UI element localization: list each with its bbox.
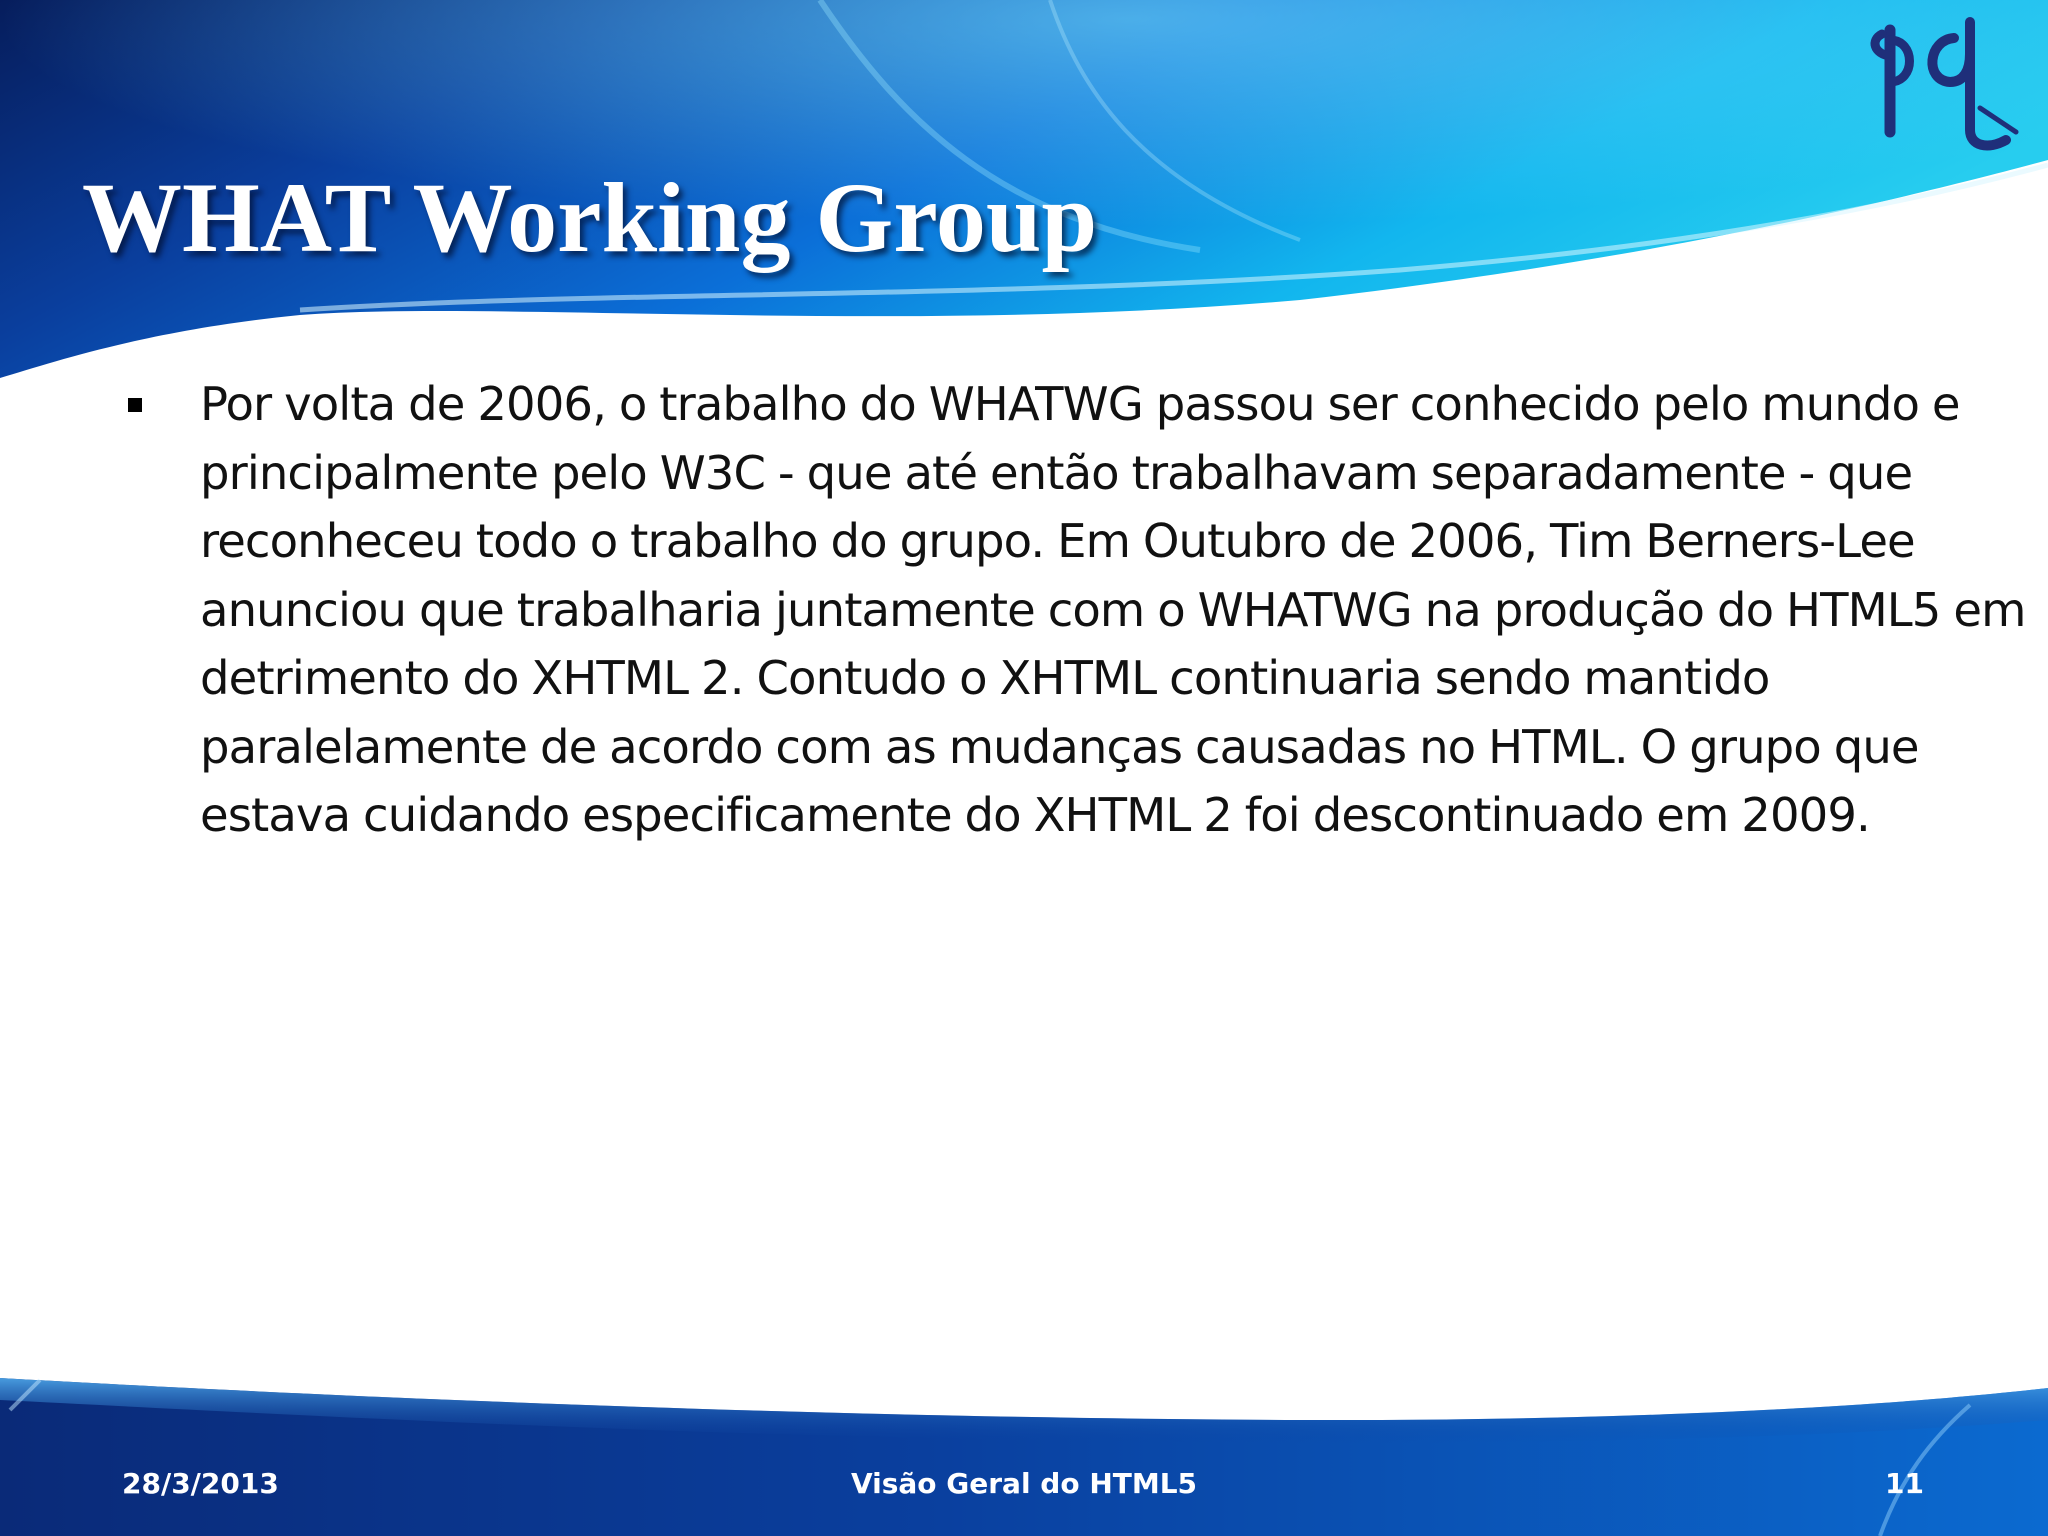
footer-page-number: 11 — [1885, 1467, 1924, 1500]
bullet-item — [120, 370, 2026, 850]
bullet-text: Por volta de 2006, o trabalho do WHATWG passou ser conhecido pelo mundo e principalmente pelo W3C - que até então trabalhavam separadamente - que reconheceu todo o trabalho do grupo. Em Outubro de 2006, Tim Berners-Lee anunciou que trabalharia juntamente com o WHATWG na produção do HTML5 em detrimento do XHTML 2. Contudo o XHTML continuaria sendo mantido paralelamente de acordo com as mudanças causadas no HTML. O grupo que estava cuidando especificamente do XHTML 2 foi descontinuado em 2009. — [200, 377, 2026, 842]
slide-content — [120, 370, 2026, 850]
fq-logo-icon — [1868, 10, 2020, 160]
footer-date: 28/3/2013 — [122, 1467, 279, 1500]
slide-footer — [0, 1462, 2048, 1506]
slide-title: WHAT Working Group — [82, 162, 1098, 273]
footer-title: Visão Geral do HTML5 — [850, 1467, 1198, 1500]
square-bullet-icon — [128, 398, 142, 412]
